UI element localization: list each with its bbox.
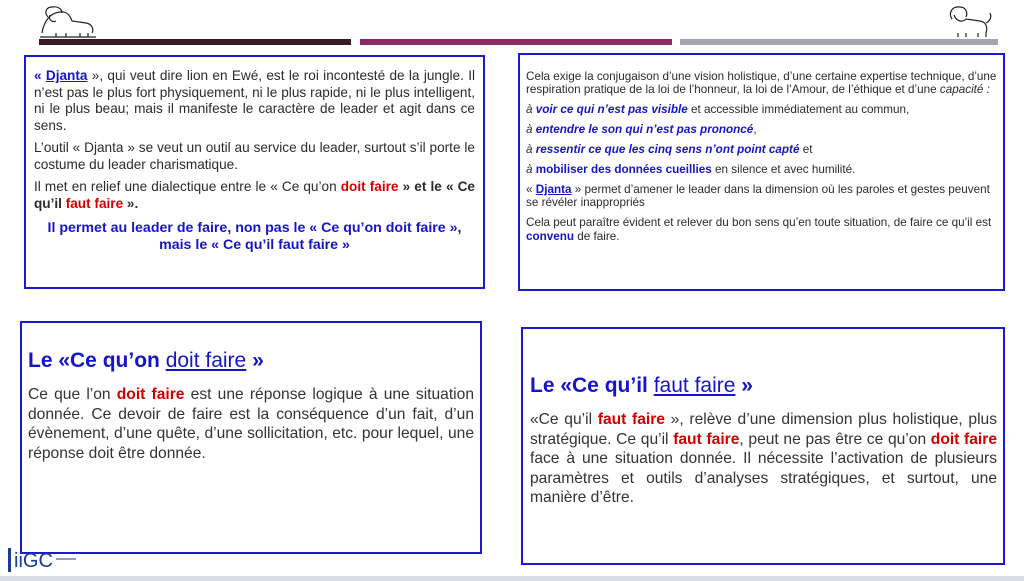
header-bar-magenta xyxy=(360,39,672,45)
lion-logo-icon xyxy=(944,3,994,39)
svg-text:iiGC: iiGC xyxy=(14,550,53,572)
doit-faire-box xyxy=(20,321,482,554)
intro-paragraph-2: L’outil « Djanta » se veut un outil au service du leader, surtout s’il porte le costume du leader charismatique. xyxy=(34,140,475,172)
faut-faire-title: Le «Ce qu’il faut faire » xyxy=(530,374,753,397)
footer-line xyxy=(0,576,1024,581)
intro-paragraph-1: « Djanta », qui veut dire lion en Ewé, est le roi incontesté de la jungle. Il n’est pas le plus fort physiquement, ni le plus rapide, ni le plus intelligent, ni le plus beau; mais il manifeste le caractère de leader et agit dans ce sens. xyxy=(34,68,475,133)
capacity-item: à entendre le son qui n’est pas prononcé, xyxy=(526,123,757,137)
intro-key-statement: Il permet au leader de faire, non pas le « Ce qu’on doit faire », mais le « Ce qu’il faut faire » xyxy=(47,220,462,253)
iigc-logo-icon xyxy=(8,545,78,577)
djanta-term: Djanta xyxy=(45,68,88,83)
djanta-paragraph: « Djanta » permet d’amener le leader dans la dimension où les paroles et gestes peuvent se révéler inappropriés xyxy=(526,182,990,210)
intro-paragraph-3: Il met en relief une dialectique entre le « Ce qu’on doit faire » et le « Ce qu’il faut faire ». xyxy=(34,179,475,211)
capacity-item: à ressentir ce que les cinq sens n’ont point capté et xyxy=(526,143,813,157)
header-bar-dark xyxy=(39,39,351,45)
header-bar-gray xyxy=(680,39,998,45)
capacity-box xyxy=(518,53,1005,291)
common-sense-paragraph: Cela peut paraître évident et relever du bon sens qu’en toute situation, de faire ce qu’il est convenu de faire. xyxy=(526,216,992,243)
lion-logo-icon xyxy=(36,3,98,39)
doit-faire-text: Ce que l’on doit faire est une réponse logique à une situation donnée. Ce devoir de faire est la conséquence d’un fait, d’un évènement, d’une quête, d’une sollicitation, etc. pour lequel, une réponse doit être donnée. xyxy=(28,386,474,462)
djanta-term: Djanta xyxy=(535,182,572,196)
faut-faire-text: «Ce qu’il faut faire », relève d’une dimension plus holistique, plus stratégique. Ce qu’il faut faire, peut ne pas être ce qu’on doit faire face à une situation donnée. Il nécessite l’activation de plusieurs paramètres et outils d’analyses stratégiques, et surtout, une manière d’être. xyxy=(530,411,998,506)
capacity-intro: Cela exige la conjugaison d’une vision holistique, d’une certaine expertise technique, d’une respiration pratique de la loi de l’honneur, la loi de l’Amour, de l’éthique et d’une capacité : xyxy=(526,70,997,97)
doit-faire-title: Le «Ce qu’on doit faire » xyxy=(28,349,264,372)
djanta-intro-box xyxy=(24,55,485,289)
capacity-item: à voir ce qui n’est pas visible et accessible immédiatement au commun, xyxy=(526,103,910,117)
faut-faire-box xyxy=(521,327,1005,565)
capacity-item: à mobiliser des données cueillies en silence et avec humilité. xyxy=(526,163,856,177)
